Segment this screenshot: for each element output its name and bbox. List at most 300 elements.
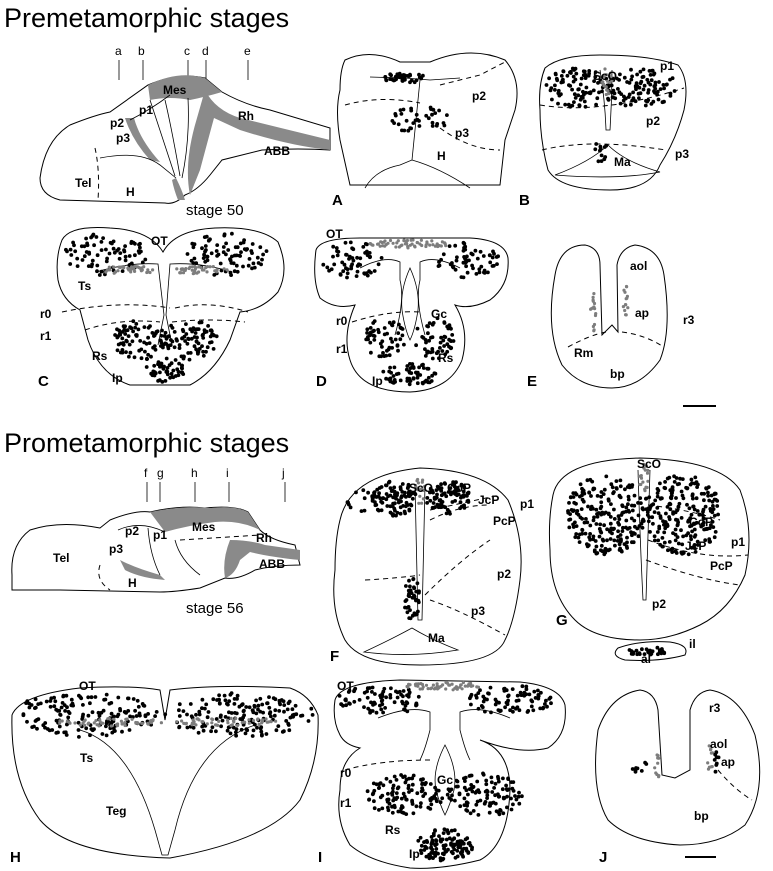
cell-dot: [181, 329, 185, 333]
cell-dot: [118, 709, 122, 713]
cell-dot: [567, 501, 571, 505]
cell-dot: [462, 261, 466, 265]
cell-dot: [632, 519, 636, 523]
cell-dot: [202, 253, 206, 257]
cell-dot: [582, 500, 586, 504]
cell-dot: [373, 269, 377, 273]
cell-dot: [599, 145, 603, 149]
cell-dot: [268, 710, 272, 714]
cell-dot: [452, 848, 456, 852]
cell-dot: [233, 702, 237, 706]
cell-dot: [197, 718, 200, 721]
cell-dot: [215, 254, 219, 258]
cell-dot: [224, 698, 228, 702]
cell-dot: [450, 788, 454, 792]
cell-dot: [182, 268, 185, 271]
cell-dot: [648, 83, 652, 87]
label-E-rm: Rm: [574, 346, 594, 360]
cell-dot: [395, 791, 399, 795]
cell-dot: [595, 522, 599, 526]
cell-dot: [35, 727, 39, 731]
cell-dot: [656, 90, 660, 94]
cell-dot: [465, 788, 469, 792]
cell-dot: [201, 350, 205, 354]
cell-dot: [73, 721, 76, 724]
cell-dot: [288, 700, 292, 704]
cell-dot: [530, 700, 534, 704]
cell-dot: [416, 610, 420, 614]
cell-dot: [408, 73, 412, 77]
cell-dot: [513, 794, 517, 798]
cell-dot: [399, 379, 403, 383]
cell-dot: [222, 234, 226, 238]
cell-dot: [690, 478, 694, 482]
cell-dot: [25, 701, 29, 705]
cell-dot: [420, 239, 423, 242]
cell-dot: [402, 108, 406, 112]
cell-dot: [256, 717, 259, 720]
cell-dot: [226, 248, 230, 252]
cell-dot: [395, 493, 399, 497]
cell-dot: [406, 246, 409, 249]
region-label-p3: p3: [116, 131, 131, 145]
cell-dot: [346, 267, 350, 271]
cell-dot: [368, 341, 372, 345]
cell-dot: [366, 789, 370, 793]
cell-dot: [706, 494, 710, 498]
cell-dot: [623, 291, 626, 294]
cell-dot: [408, 691, 412, 695]
cell-dot: [674, 539, 678, 543]
cell-dot: [455, 259, 459, 263]
cell-dot: [367, 269, 371, 273]
cell-dot: [680, 516, 684, 520]
cell-dot: [592, 300, 595, 303]
cell-dot: [505, 795, 509, 799]
cell-dot: [646, 472, 649, 475]
cell-dot: [463, 245, 467, 249]
cell-dot: [105, 257, 109, 261]
cell-dot: [369, 351, 373, 355]
cell-dot: [355, 274, 359, 278]
cell-dot: [388, 353, 392, 357]
title-premetamorphic: Premetamorphic stages: [4, 3, 290, 33]
cell-dot: [76, 264, 80, 268]
cell-dot: [667, 476, 671, 480]
cell-dot: [112, 240, 116, 244]
cell-dot: [549, 89, 553, 93]
cell-dot: [190, 330, 194, 334]
cell-cluster-D5: [381, 362, 437, 386]
cell-dot: [178, 714, 182, 718]
cell-dot: [375, 488, 379, 492]
cell-dot: [124, 255, 128, 259]
cell-dot: [432, 501, 436, 505]
cell-dot: [71, 702, 75, 706]
cell-dot: [251, 734, 255, 738]
cell-dot: [124, 350, 128, 354]
cell-dot: [626, 502, 630, 506]
cell-dot: [637, 514, 641, 518]
cell-cluster-H1: [22, 693, 159, 739]
cell-dot: [676, 523, 680, 527]
cell-dot: [332, 263, 336, 267]
cell-dot: [291, 707, 295, 711]
cell-dot: [635, 85, 639, 89]
cell-dot: [124, 259, 128, 263]
cell-dot: [506, 777, 510, 781]
cell-cluster-I4: [446, 772, 524, 817]
cell-dot: [647, 88, 651, 92]
cell-dot: [72, 243, 76, 247]
cell-dot: [183, 335, 187, 339]
cell-dot: [434, 792, 438, 796]
cell-dot: [490, 780, 494, 784]
cell-dot: [338, 694, 342, 698]
cell-dot: [415, 791, 419, 795]
cell-dot: [411, 614, 415, 618]
panel-letter-A: A: [332, 192, 343, 209]
cell-dot: [58, 725, 62, 729]
cell-dot: [442, 831, 446, 835]
cell-dot: [407, 777, 411, 781]
cell-dot: [405, 240, 408, 243]
label-C-rs: Rs: [92, 349, 108, 363]
cell-dot: [417, 589, 421, 593]
cell-dot: [117, 343, 121, 347]
cell-dot: [417, 695, 421, 699]
label-F-p1: p1: [520, 497, 535, 511]
cell-dot: [443, 505, 447, 509]
cell-dot: [206, 258, 210, 262]
cell-dot: [652, 73, 656, 77]
cell-dot: [43, 721, 47, 725]
cell-dot: [706, 761, 709, 764]
cell-dot: [641, 508, 645, 512]
cell-dot: [711, 504, 715, 508]
cell-dot: [257, 704, 261, 708]
schematic-stage56: [12, 466, 300, 617]
cell-dot: [495, 262, 499, 266]
cell-dot: [489, 686, 493, 690]
cell-dot: [425, 380, 429, 384]
cell-cluster-H2: [163, 691, 314, 738]
cell-dot: [639, 80, 643, 84]
cell-dot: [133, 326, 137, 330]
cell-dot: [483, 710, 487, 714]
cell-dot: [363, 691, 367, 695]
region-label-mes-b: Mes: [192, 520, 216, 534]
cell-dot: [449, 346, 453, 350]
cell-dot: [345, 253, 349, 257]
cell-dot: [286, 708, 290, 712]
cell-dot: [575, 509, 579, 513]
cell-dot: [53, 699, 57, 703]
cell-dot: [347, 701, 351, 705]
cell-dot: [609, 522, 613, 526]
cell-dot: [371, 321, 375, 325]
cell-dot: [371, 329, 375, 333]
cell-dot: [379, 696, 383, 700]
cell-dot: [428, 807, 432, 811]
cell-dot: [653, 83, 657, 87]
cell-dot: [599, 495, 603, 499]
cell-dot: [137, 243, 141, 247]
cell-dot: [392, 374, 396, 378]
cell-dot: [452, 844, 456, 848]
label-H-teg: Teg: [106, 804, 127, 818]
cell-dot: [186, 252, 190, 256]
cell-dot: [273, 708, 277, 712]
cell-dot: [605, 85, 608, 88]
label-C-r0: r0: [40, 307, 52, 321]
cell-dot: [623, 309, 626, 312]
cell-dot: [474, 249, 478, 253]
cell-dot: [408, 382, 412, 386]
cell-dot: [665, 83, 669, 87]
cell-dot: [66, 720, 69, 723]
cell-dot: [579, 482, 583, 486]
cell-dot: [372, 338, 376, 342]
cell-dot: [612, 508, 616, 512]
label-B-sco: ScO: [593, 69, 618, 83]
cell-dot: [259, 263, 263, 267]
cell-dot: [239, 250, 243, 254]
cell-dot: [662, 83, 666, 87]
cell-dot: [397, 239, 400, 242]
cell-dot: [233, 254, 237, 258]
cell-dot: [597, 91, 601, 95]
label-D-rs: Rs: [438, 351, 454, 365]
panel-G: [549, 457, 749, 666]
panel-letter-C: C: [38, 373, 49, 390]
cell-dot: [389, 686, 393, 690]
cell-dot: [501, 787, 505, 791]
cell-dot: [55, 719, 59, 723]
cell-dot: [387, 370, 391, 374]
cell-dot: [241, 721, 244, 724]
cell-dot: [251, 242, 255, 246]
cell-dot: [81, 703, 85, 707]
cell-dot: [311, 713, 315, 717]
cell-dot: [175, 367, 179, 371]
cell-dot: [115, 249, 119, 253]
cell-dot: [397, 74, 401, 78]
cell-dot: [517, 791, 521, 795]
cell-dot: [615, 486, 619, 490]
cell-dot: [646, 480, 649, 483]
cell-dot: [420, 844, 424, 848]
cell-dot: [707, 485, 711, 489]
cell-dot: [95, 235, 99, 239]
cell-dot: [458, 686, 461, 689]
cell-dot: [528, 693, 532, 697]
cell-dot: [361, 488, 365, 492]
cell-dot: [437, 109, 441, 113]
cell-dot: [121, 269, 125, 273]
cell-dot: [638, 496, 642, 500]
cell-dot: [644, 762, 648, 766]
cell-dot: [258, 245, 262, 249]
label-F-jcp: JcP: [478, 493, 500, 507]
cell-dot: [411, 577, 415, 581]
cell-dot: [84, 726, 88, 730]
cell-dot: [380, 345, 384, 349]
cell-dot: [516, 705, 520, 709]
cell-dot: [414, 343, 418, 347]
label-F-ma: Ma: [428, 631, 445, 645]
cell-dot: [128, 343, 132, 347]
cell-dot: [456, 833, 460, 837]
cell-dot: [634, 99, 638, 103]
cell-dot: [673, 89, 677, 93]
cell-dot: [197, 731, 201, 735]
cell-dot: [388, 693, 392, 697]
cell-dot: [482, 254, 486, 258]
cell-dot: [430, 848, 434, 852]
cell-dot: [612, 490, 616, 494]
cell-dot: [595, 551, 599, 555]
cell-dot: [391, 505, 395, 509]
cell-dot: [469, 811, 473, 815]
cell-dot: [70, 698, 74, 702]
cell-dot: [694, 533, 698, 537]
cell-dot: [207, 710, 211, 714]
cell-dot: [669, 94, 673, 98]
cell-dot: [365, 243, 369, 247]
cell-cluster-C5: [145, 357, 185, 384]
cell-dot: [253, 723, 257, 727]
cell-dot: [416, 241, 419, 244]
cell-dot: [204, 248, 208, 252]
cell-dot: [604, 475, 608, 479]
cell-dot: [400, 804, 404, 808]
cell-dot: [363, 509, 367, 513]
cell-dot: [427, 116, 431, 120]
cell-dot: [642, 68, 646, 72]
cell-dot: [607, 497, 611, 501]
cell-dot: [91, 728, 95, 732]
cell-dot: [583, 521, 587, 525]
cell-dot: [184, 322, 188, 326]
cell-dot: [469, 252, 473, 256]
cell-dot: [511, 787, 515, 791]
cell-dot: [429, 687, 432, 690]
cell-dot: [344, 697, 348, 701]
cell-dot: [441, 857, 445, 861]
cell-dot: [674, 511, 678, 515]
cell-dot: [653, 510, 657, 514]
cell-dot: [94, 695, 98, 699]
cell-dot: [392, 242, 395, 245]
cell-dot: [184, 722, 187, 725]
cell-dot: [381, 351, 385, 355]
cell-dot: [594, 142, 598, 146]
cell-dot: [265, 732, 269, 736]
cell-dot: [105, 734, 109, 738]
schematic-stage50: [40, 44, 330, 219]
cell-dot: [459, 500, 463, 504]
cell-dot: [553, 88, 557, 92]
cell-dot: [442, 847, 446, 851]
cell-dot: [128, 268, 131, 271]
cell-dot: [194, 268, 197, 271]
cell-dot: [309, 707, 313, 711]
cell-cluster-A3: [424, 106, 448, 128]
cell-dot: [180, 719, 183, 722]
cell-dot: [415, 113, 419, 117]
cell-dot: [371, 791, 375, 795]
cell-dot: [163, 712, 167, 716]
cell-dot: [61, 701, 65, 705]
cell-dot: [646, 513, 650, 517]
cell-dot: [137, 328, 141, 332]
cell-dot: [100, 711, 104, 715]
cell-dot: [234, 717, 237, 720]
cell-dot: [86, 695, 90, 699]
cell-dot: [131, 339, 135, 343]
cell-dot: [155, 710, 159, 714]
cell-dot: [590, 480, 594, 484]
cell-dot: [611, 485, 615, 489]
cell-dot: [450, 829, 454, 833]
cell-dot: [574, 96, 578, 100]
cell-dot: [509, 780, 513, 784]
cell-dot: [166, 366, 170, 370]
cell-dot: [391, 489, 395, 493]
cell-dot: [714, 770, 718, 774]
panel-letter-D: D: [316, 373, 327, 390]
cell-dot: [621, 526, 625, 530]
cell-dot: [609, 537, 613, 541]
cell-dot: [605, 538, 609, 542]
cell-dot: [545, 83, 549, 87]
cell-dot: [424, 781, 428, 785]
cell-dot: [627, 495, 631, 499]
cell-dot: [663, 486, 667, 490]
cell-dot: [567, 526, 571, 530]
cell-dot: [520, 794, 524, 798]
cell-dot: [282, 729, 286, 733]
cell-dot: [584, 105, 588, 109]
cell-dot: [425, 240, 428, 243]
cell-dot: [52, 704, 56, 708]
label-E-r3: r3: [683, 313, 695, 327]
cell-dot: [170, 361, 174, 365]
cell-dot: [389, 73, 393, 77]
cell-dot: [366, 491, 370, 495]
cell-dot: [639, 70, 643, 74]
cell-dot: [195, 339, 199, 343]
cell-dot: [607, 98, 611, 102]
cell-dot: [339, 272, 343, 276]
cell-dot: [383, 706, 387, 710]
cell-dot: [405, 119, 409, 123]
cell-dot: [166, 373, 170, 377]
cell-dot: [390, 346, 394, 350]
cell-dot: [509, 797, 513, 801]
cell-dot: [446, 848, 450, 852]
cell-dot: [399, 512, 403, 516]
cell-dot: [588, 91, 592, 95]
cell-dot: [352, 700, 356, 704]
cell-dot: [361, 245, 365, 249]
cell-dot: [458, 804, 462, 808]
cell-dot: [216, 268, 219, 271]
cell-dot: [627, 509, 631, 513]
cell-dot: [416, 372, 420, 376]
cell-dot: [136, 699, 140, 703]
